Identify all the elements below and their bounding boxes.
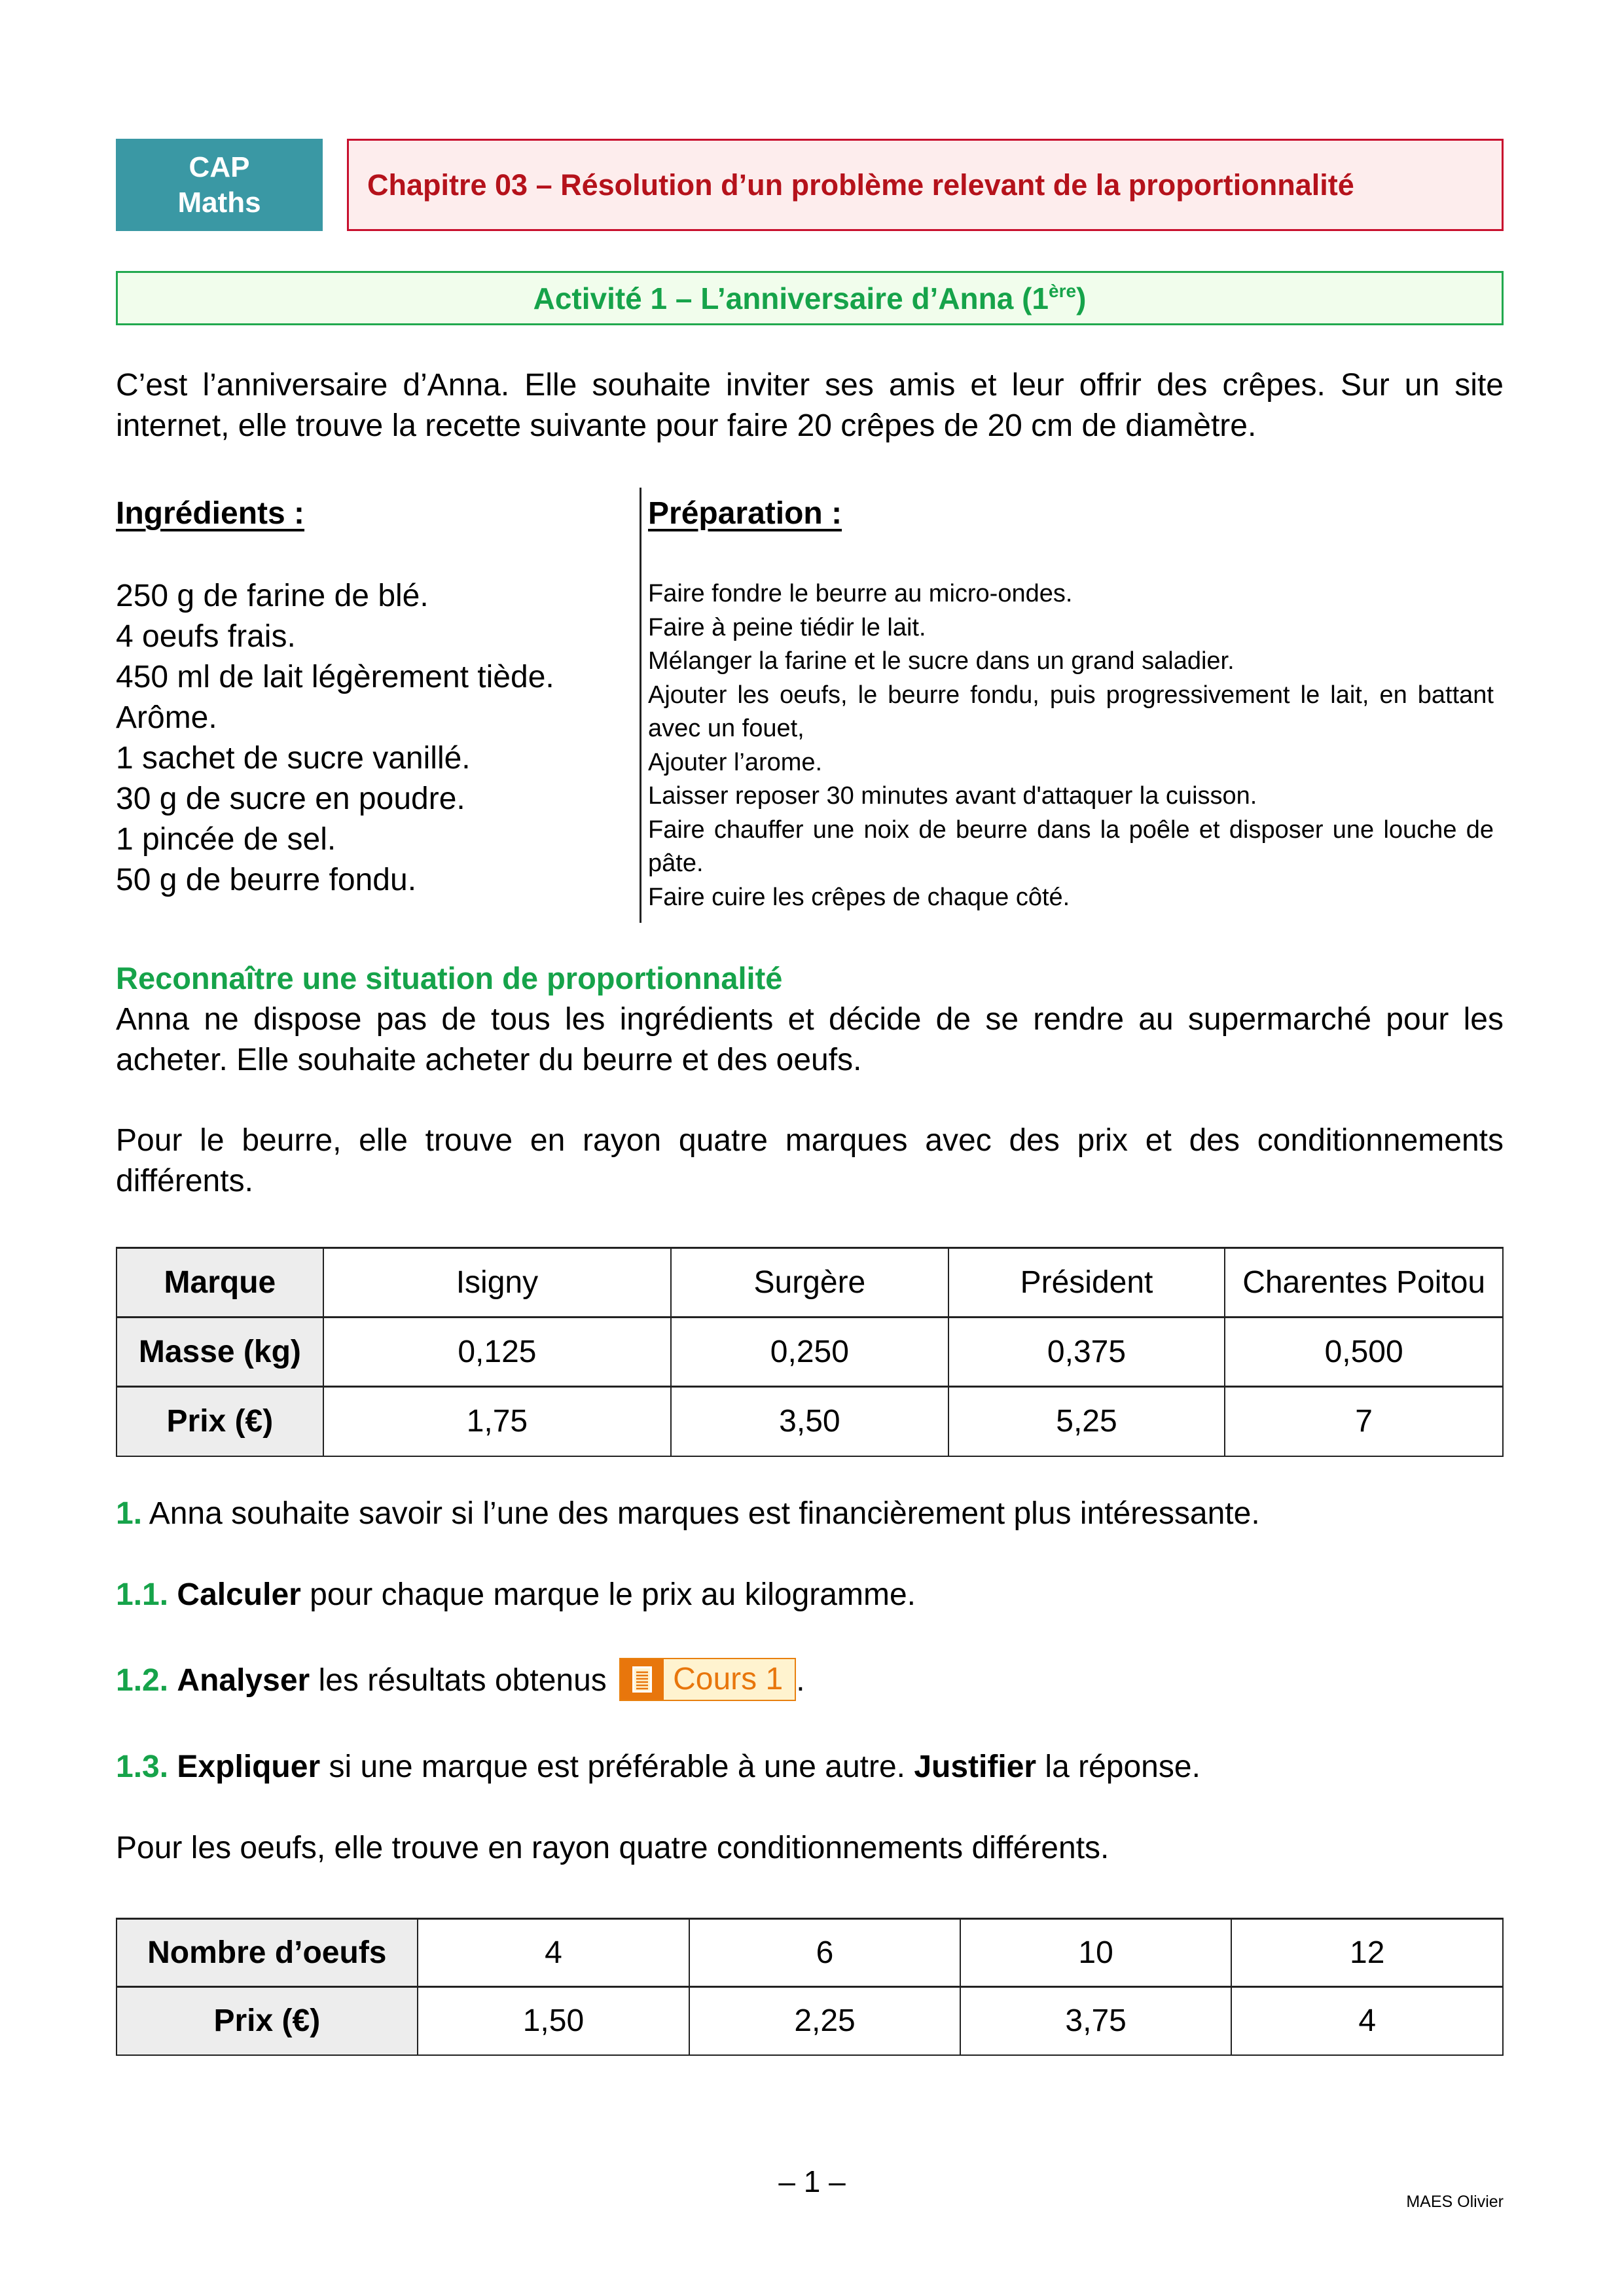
- table-row: [117, 1387, 1503, 1456]
- row-header: Prix (€): [117, 1387, 323, 1456]
- table-row: [117, 1919, 1503, 1987]
- table-cell: 12: [1231, 1919, 1503, 1987]
- table-cell: 0,500: [1225, 1318, 1503, 1387]
- action-verb: Justifier: [914, 1749, 1037, 1784]
- table-cell: 6: [689, 1919, 960, 1987]
- preparation-step: Laisser reposer 30 minutes avant d'attaquer la cuisson.: [648, 782, 1257, 810]
- chapter-title: Chapitre 03 – Résolution d’un problème relevant de la proportionnalité: [367, 168, 1354, 202]
- table-cell: 5,25: [948, 1387, 1225, 1456]
- eggs-intro: Pour les oeufs, elle trouve en rayon quatre conditionnements différents.: [116, 1831, 1110, 1865]
- ingredient-item: 250 g de farine de blé.: [116, 579, 429, 613]
- document-icon: [621, 1659, 664, 1700]
- ingredient-item: 30 g de sucre en poudre.: [116, 781, 465, 816]
- author-name: MAES Olivier: [1406, 2193, 1504, 2211]
- column-divider: [640, 488, 641, 923]
- question-number: 1.1.: [116, 1577, 169, 1612]
- table-cell: 0,125: [323, 1318, 671, 1387]
- preparation-step: Faire cuire les crêpes de chaque côté.: [648, 883, 1070, 911]
- question-1-3: 1.3. Expliquer si une marque est préférable à une autre. Justifier la réponse.: [116, 1749, 1200, 1784]
- preparation-step: Faire fondre le beurre au micro-ondes.: [648, 580, 1073, 607]
- butter-table: [116, 1247, 1504, 1457]
- table-cell: 3,75: [960, 1987, 1232, 2055]
- action-verb: Expliquer: [177, 1749, 321, 1784]
- preparation-step: Faire à peine tiédir le lait.: [648, 613, 926, 641]
- table-cell: 0,250: [671, 1318, 948, 1387]
- table-cell: 1,50: [418, 1987, 690, 2055]
- ingredient-item: 50 g de beurre fondu.: [116, 863, 417, 897]
- table-cell: 2,25: [689, 1987, 960, 2055]
- question-number: 1.: [116, 1496, 143, 1531]
- table-cell: 4: [1231, 1987, 1503, 2055]
- preparation-step: Faire chauffer une noix de beurre dans la poêle et disposer une louche de pâte.: [648, 816, 1494, 877]
- chapter-title-box: [347, 139, 1504, 231]
- ingredient-item: 1 sachet de sucre vanillé.: [116, 741, 471, 776]
- table-cell: 4: [418, 1919, 690, 1987]
- table-row: [117, 1318, 1503, 1387]
- row-header: Prix (€): [117, 1987, 418, 2055]
- eggs-table: [116, 1918, 1504, 2056]
- table-cell: 10: [960, 1919, 1232, 1987]
- ingredient-item: 4 oeufs frais.: [116, 619, 296, 654]
- row-header: Masse (kg): [117, 1318, 323, 1387]
- preparation-step: Mélanger la farine et le sucre dans un grand saladier.: [648, 647, 1235, 675]
- ingredient-item: 1 pincée de sel.: [116, 822, 336, 857]
- intro-paragraph: C’est l’anniversaire d’Anna. Elle souhaite inviter ses amis et leur offrir des crêpes. Sur un site internet, elle trouve la recette suivante pour faire 20 crêpes de 20 cm de diamètre.: [116, 368, 1504, 443]
- page-number: – 1 –: [778, 2164, 846, 2198]
- badge-line-cap: CAP: [189, 151, 250, 183]
- ingredient-item: 450 ml de lait légèrement tiède.: [116, 660, 554, 694]
- preparation-step: Ajouter l’arome.: [648, 748, 823, 776]
- question-1-1: 1.1. Calculer pour chaque marque le prix au kilogramme.: [116, 1577, 916, 1612]
- ingredients-list: [116, 576, 554, 901]
- table-cell: 1,75: [323, 1387, 671, 1456]
- activity-title: Activité 1 – L’anniversaire d’Anna (1ère): [533, 280, 1087, 315]
- table-cell: Surgère: [671, 1248, 948, 1318]
- table-cell: 3,50: [671, 1387, 948, 1456]
- question-1: 1. Anna souhaite savoir si l’une des marques est financièrement plus intéressante.: [116, 1496, 1260, 1531]
- question-number: 1.2.: [116, 1663, 169, 1698]
- question-number: 1.3.: [116, 1749, 169, 1784]
- table-row: [117, 1248, 1503, 1318]
- preparation-steps: [648, 577, 1494, 914]
- cap-maths-badge: [116, 139, 323, 231]
- action-verb: Analyser: [177, 1663, 310, 1698]
- preparation-heading: Préparation :: [648, 496, 842, 531]
- table-row: [117, 1987, 1503, 2055]
- table-cell: Isigny: [323, 1248, 671, 1318]
- action-verb: Calculer: [177, 1577, 301, 1612]
- table-cell: Président: [948, 1248, 1225, 1318]
- question-1-2: 1.2. Analyser les résultats obtenus Cours 1 .: [116, 1660, 805, 1704]
- cours-1-link[interactable]: [619, 1658, 796, 1701]
- table-cell: 7: [1225, 1387, 1503, 1456]
- ingredient-item: Arôme.: [116, 700, 217, 735]
- badge-line-maths: Maths: [177, 186, 261, 219]
- table-cell: Charentes Poitou: [1225, 1248, 1503, 1318]
- ingredients-heading: Ingrédients :: [116, 496, 305, 531]
- row-header: Nombre d’oeufs: [117, 1919, 418, 1987]
- row-header: Marque: [117, 1248, 323, 1318]
- preparation-step: Ajouter les oeufs, le beurre fondu, puis progressivement le lait, en battant avec un fouet,: [648, 681, 1494, 742]
- cours-1-label: Cours 1: [673, 1662, 784, 1697]
- section-paragraph-2: Pour le beurre, elle trouve en rayon quatre marques avec des prix et des conditionnements différents.: [116, 1123, 1504, 1198]
- section-heading: Reconnaître une situation de proportionnalité: [116, 961, 783, 996]
- table-cell: 0,375: [948, 1318, 1225, 1387]
- section-paragraph-1: Anna ne dispose pas de tous les ingrédients et décide de se rendre au supermarché pour les acheter. Elle souhaite acheter du beurre et des oeufs.: [116, 1002, 1504, 1077]
- activity-title-box: [116, 271, 1504, 325]
